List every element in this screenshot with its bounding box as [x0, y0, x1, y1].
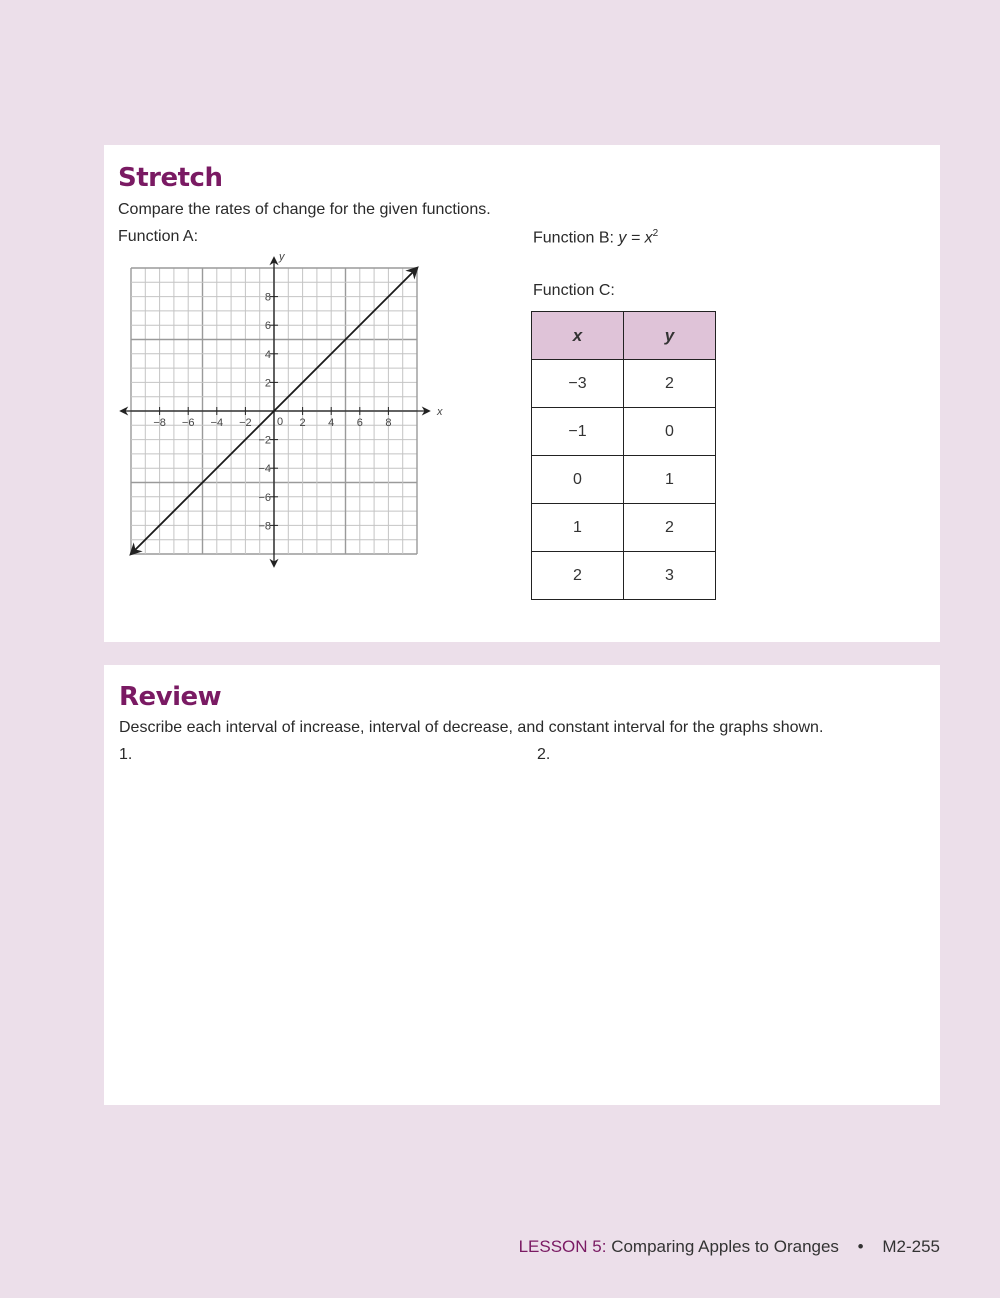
- cell: 2: [532, 552, 624, 600]
- header-y: y: [624, 312, 716, 360]
- svg-text:−6: −6: [258, 491, 271, 504]
- svg-text:−4: −4: [258, 463, 271, 476]
- cell: 3: [624, 552, 716, 600]
- cell: −3: [532, 360, 624, 408]
- page-number: M2-255: [882, 1237, 940, 1256]
- table-row: [532, 552, 716, 600]
- svg-text:0: 0: [277, 416, 284, 428]
- table-row: [532, 408, 716, 456]
- function-b-equation: y = x: [618, 229, 653, 247]
- stretch-instruction: Compare the rates of change for the given functions.: [118, 201, 491, 218]
- svg-text:2: 2: [264, 377, 271, 390]
- stretch-title: Stretch: [118, 163, 223, 193]
- cell: 1: [624, 456, 716, 504]
- cell: 0: [532, 456, 624, 504]
- svg-text:4: 4: [264, 348, 271, 361]
- function-c-table: [531, 311, 716, 600]
- lesson-number: LESSON 5:: [518, 1237, 607, 1256]
- lesson-title: Comparing Apples to Oranges: [611, 1237, 839, 1256]
- header-x: x: [532, 312, 624, 360]
- svg-text:−4: −4: [210, 417, 224, 429]
- cell: −1: [532, 408, 624, 456]
- svg-text:2: 2: [299, 417, 306, 429]
- table-row: [532, 360, 716, 408]
- table-row: [532, 504, 716, 552]
- bullet: •: [857, 1237, 864, 1256]
- svg-text:6: 6: [264, 320, 271, 333]
- item-1-label: 1.: [119, 746, 133, 763]
- function-a-graph: [121, 251, 443, 566]
- function-b-label: Function B: $y = x^2$: [533, 228, 659, 247]
- svg-text:6: 6: [356, 417, 363, 429]
- cell: 2: [624, 360, 716, 408]
- review-title: Review: [119, 682, 222, 712]
- svg-text:−2: −2: [239, 417, 252, 429]
- function-a-label: Function A:: [118, 228, 199, 245]
- svg-text:4: 4: [328, 417, 335, 429]
- cell: 0: [624, 408, 716, 456]
- svg-text:y: y: [279, 251, 285, 263]
- table-row: [532, 456, 716, 504]
- svg-text:8: 8: [385, 417, 392, 429]
- cell: 1: [532, 504, 624, 552]
- item-2-label: 2.: [537, 746, 551, 763]
- svg-text:−8: −8: [258, 520, 271, 533]
- cell: 2: [624, 504, 716, 552]
- svg-text:−2: −2: [258, 434, 271, 447]
- table-header-row: [532, 312, 716, 360]
- svg-text:−6: −6: [181, 417, 195, 429]
- review-instruction: Describe each interval of increase, interval of decrease, and constant interval for the graphs shown.: [119, 719, 824, 736]
- svg-text:8: 8: [264, 291, 271, 304]
- svg-text:x: x: [437, 406, 443, 418]
- page-footer: [519, 1237, 940, 1257]
- function-c-label: Function C:: [533, 282, 615, 299]
- svg-text:−8: −8: [153, 417, 166, 429]
